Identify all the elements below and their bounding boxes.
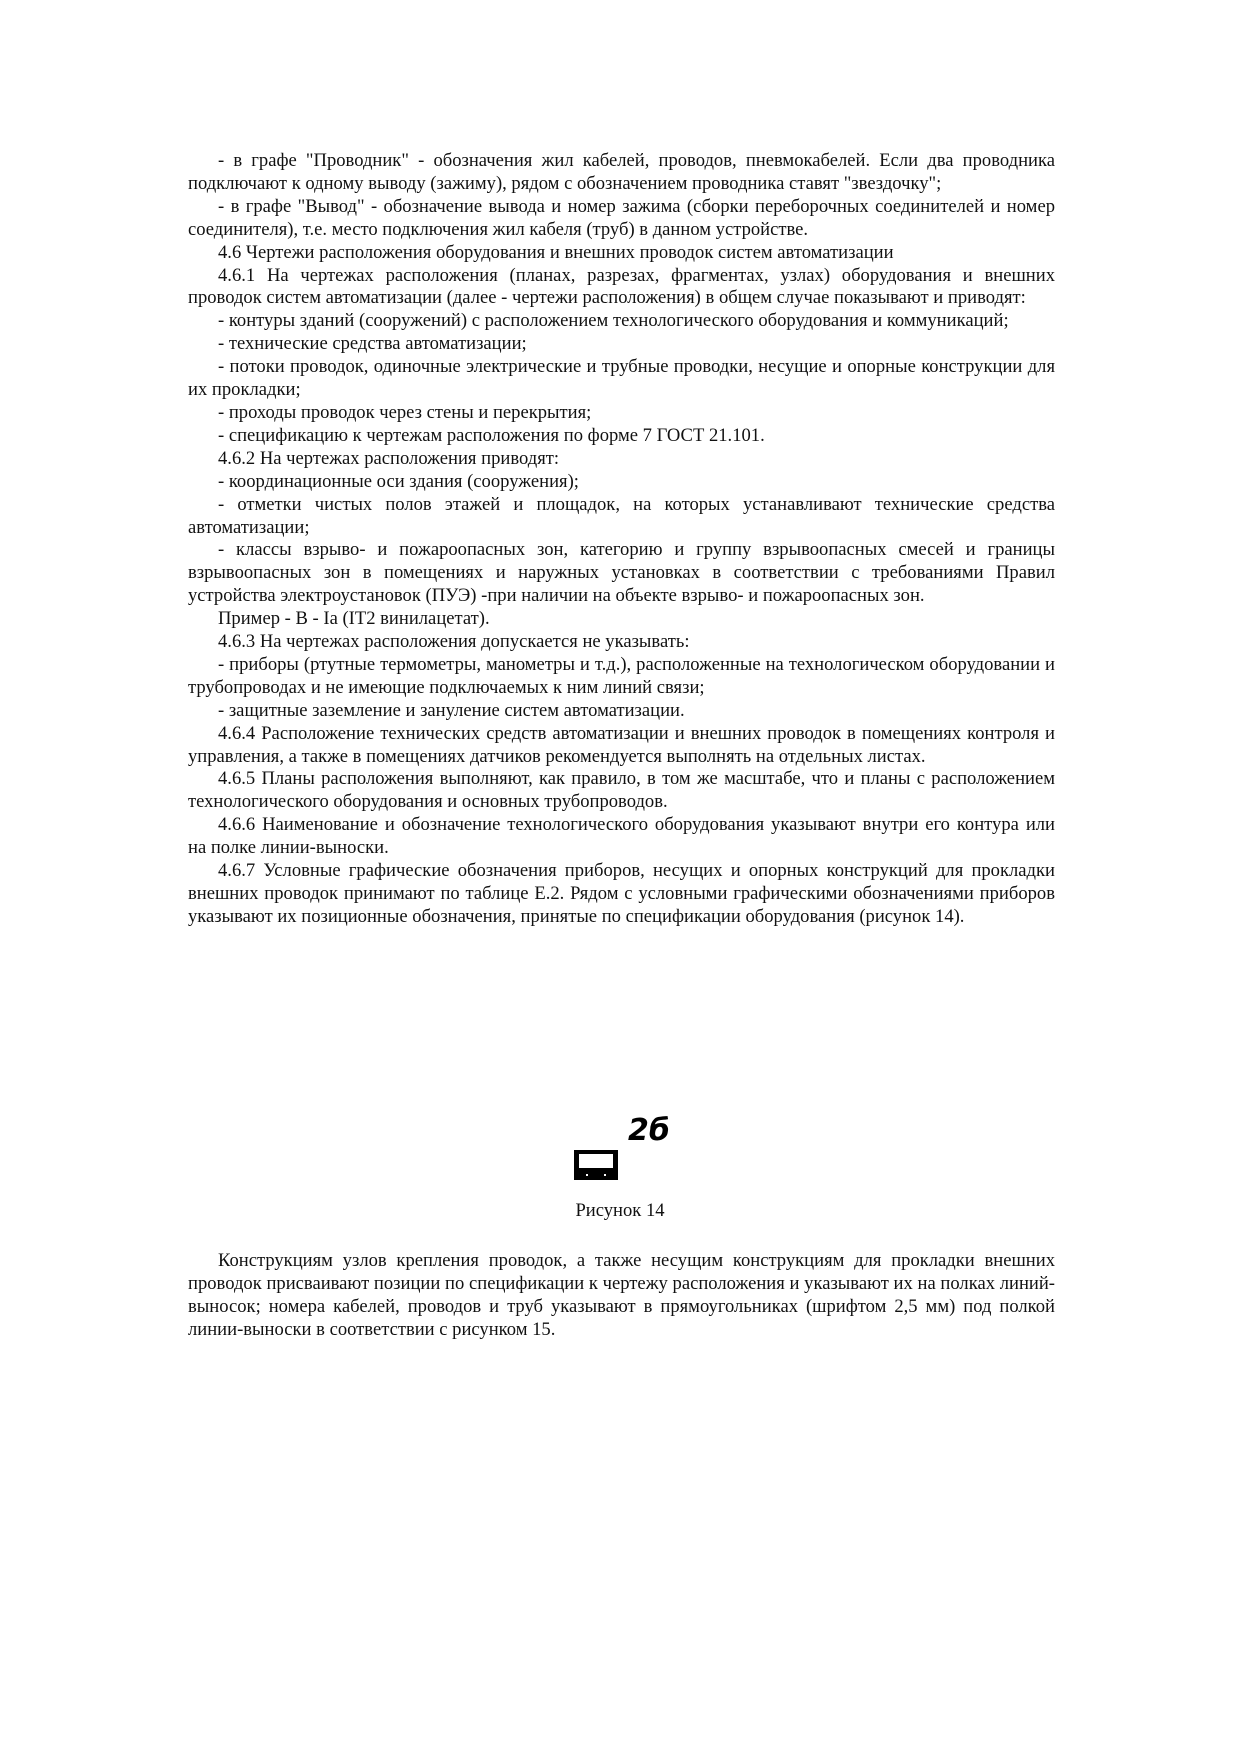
- section-heading: 4.6 Чертежи расположения оборудования и внешних проводок систем автоматизации: [218, 241, 894, 263]
- list-item: - отметки чистых полов этажей и площадок, на которых устанавливают технические средства автоматизации;: [188, 493, 1055, 538]
- instrument-symbol-figure: [566, 1108, 686, 1198]
- paragraph: 4.6.2 На чертежах расположения приводят:: [218, 447, 560, 469]
- paragraph: - в графе "Проводник" - обозначения жил кабелей, проводов, пневмокабелей. Если два проводника подключают к одному выводу (зажиму), рядом с обозначением проводника ставят "звездочку";: [188, 150, 1055, 194]
- paragraph: 4.6.7 Условные графические обозначения приборов, несущих и опорных конструкций для прокладки внешних проводок принимают по таблице Е.2. Рядом с условными графическими обозначениями приборов указывают их позиционные обозначения, принятые по спецификации оборудования (рисунок 14).: [188, 860, 1055, 927]
- paragraph: 4.6.4 Расположение технических средств автоматизации и внешних проводок в помещениях контроля и управления, а также в помещениях датчиков рекомендуется выполнять на отдельных листах.: [188, 722, 1055, 767]
- list-item: - контуры зданий (сооружений) с расположением технологического оборудования и коммуникаций;: [218, 310, 1009, 332]
- list-item: - потоки проводок, одиночные электрические и трубные проводки, несущие и опорные конструкции для их прокладки;: [188, 356, 1055, 401]
- paragraph: Конструкциям узлов крепления проводок, а также несущим конструкциям для прокладки внешних проводок присваивают позиции по спецификации к чертежу расположения и указывают их на полках линий-выносок; номера кабелей, проводов и труб указывают в прямоугольниках (шрифтом 2,5 мм) под полкой линии-выноски в соответствии с рисунком 15.: [188, 1250, 1055, 1340]
- example-text: Пример - В - Iа (IТ2 винилацетат).: [218, 608, 490, 630]
- paragraph: 4.6.5 Планы расположения выполняют, как правило, в том же масштабе, что и планы с расположением технологического оборудования и основных трубопроводов.: [188, 768, 1055, 813]
- position-label: 2б: [628, 1113, 670, 1148]
- body-text-bottom: [188, 1250, 1055, 1342]
- paragraph: - в графе "Вывод" - обозначение вывода и номер зажима (сборки переборочных соединителей и номер соединителя), т.е. место подключения жил кабеля (труб) в данном устройстве.: [188, 195, 1055, 240]
- figure-caption: Рисунок 14: [575, 1200, 665, 1221]
- paragraph: 4.6.1 На чертежах расположения (планах, разрезах, фрагментах, узлах) оборудования и внешних проводок систем автоматизации (далее - чертежи расположения) в общем случае показывают и приводят:: [188, 264, 1055, 309]
- list-item: - классы взрыво- и пожароопасных зон, категорию и группу взрывоопасных смесей и границы взрывоопасных зон в помещениях и наружных установках в соответствии с требованиями Правил устройства электроустановок (ПУЭ) -при наличии на объекте взрыво- и пожароопасных зон.: [188, 539, 1055, 607]
- list-item: - технические средства автоматизации;: [218, 333, 527, 355]
- paragraph: 4.6.3 На чертежах расположения допускается не указывать:: [218, 631, 690, 653]
- list-item: - приборы (ртутные термометры, манометры и т.д.), расположенные на технологическом оборудовании и трубопроводах и не имеющие подключаемых к ним линий связи;: [188, 653, 1055, 698]
- list-item: - спецификацию к чертежам расположения по форме 7 ГОСТ 21.101.: [218, 424, 765, 446]
- list-item: - защитные заземление и зануление систем автоматизации.: [218, 699, 685, 721]
- list-item: - проходы проводок через стены и перекрытия;: [218, 401, 592, 423]
- paragraph: 4.6.6 Наименование и обозначение технологического оборудования указывают внутри его контура или на полке линии-выноски.: [188, 814, 1055, 859]
- list-item: - координационные оси здания (сооружения);: [218, 470, 579, 492]
- body-text-top: [188, 150, 1055, 929]
